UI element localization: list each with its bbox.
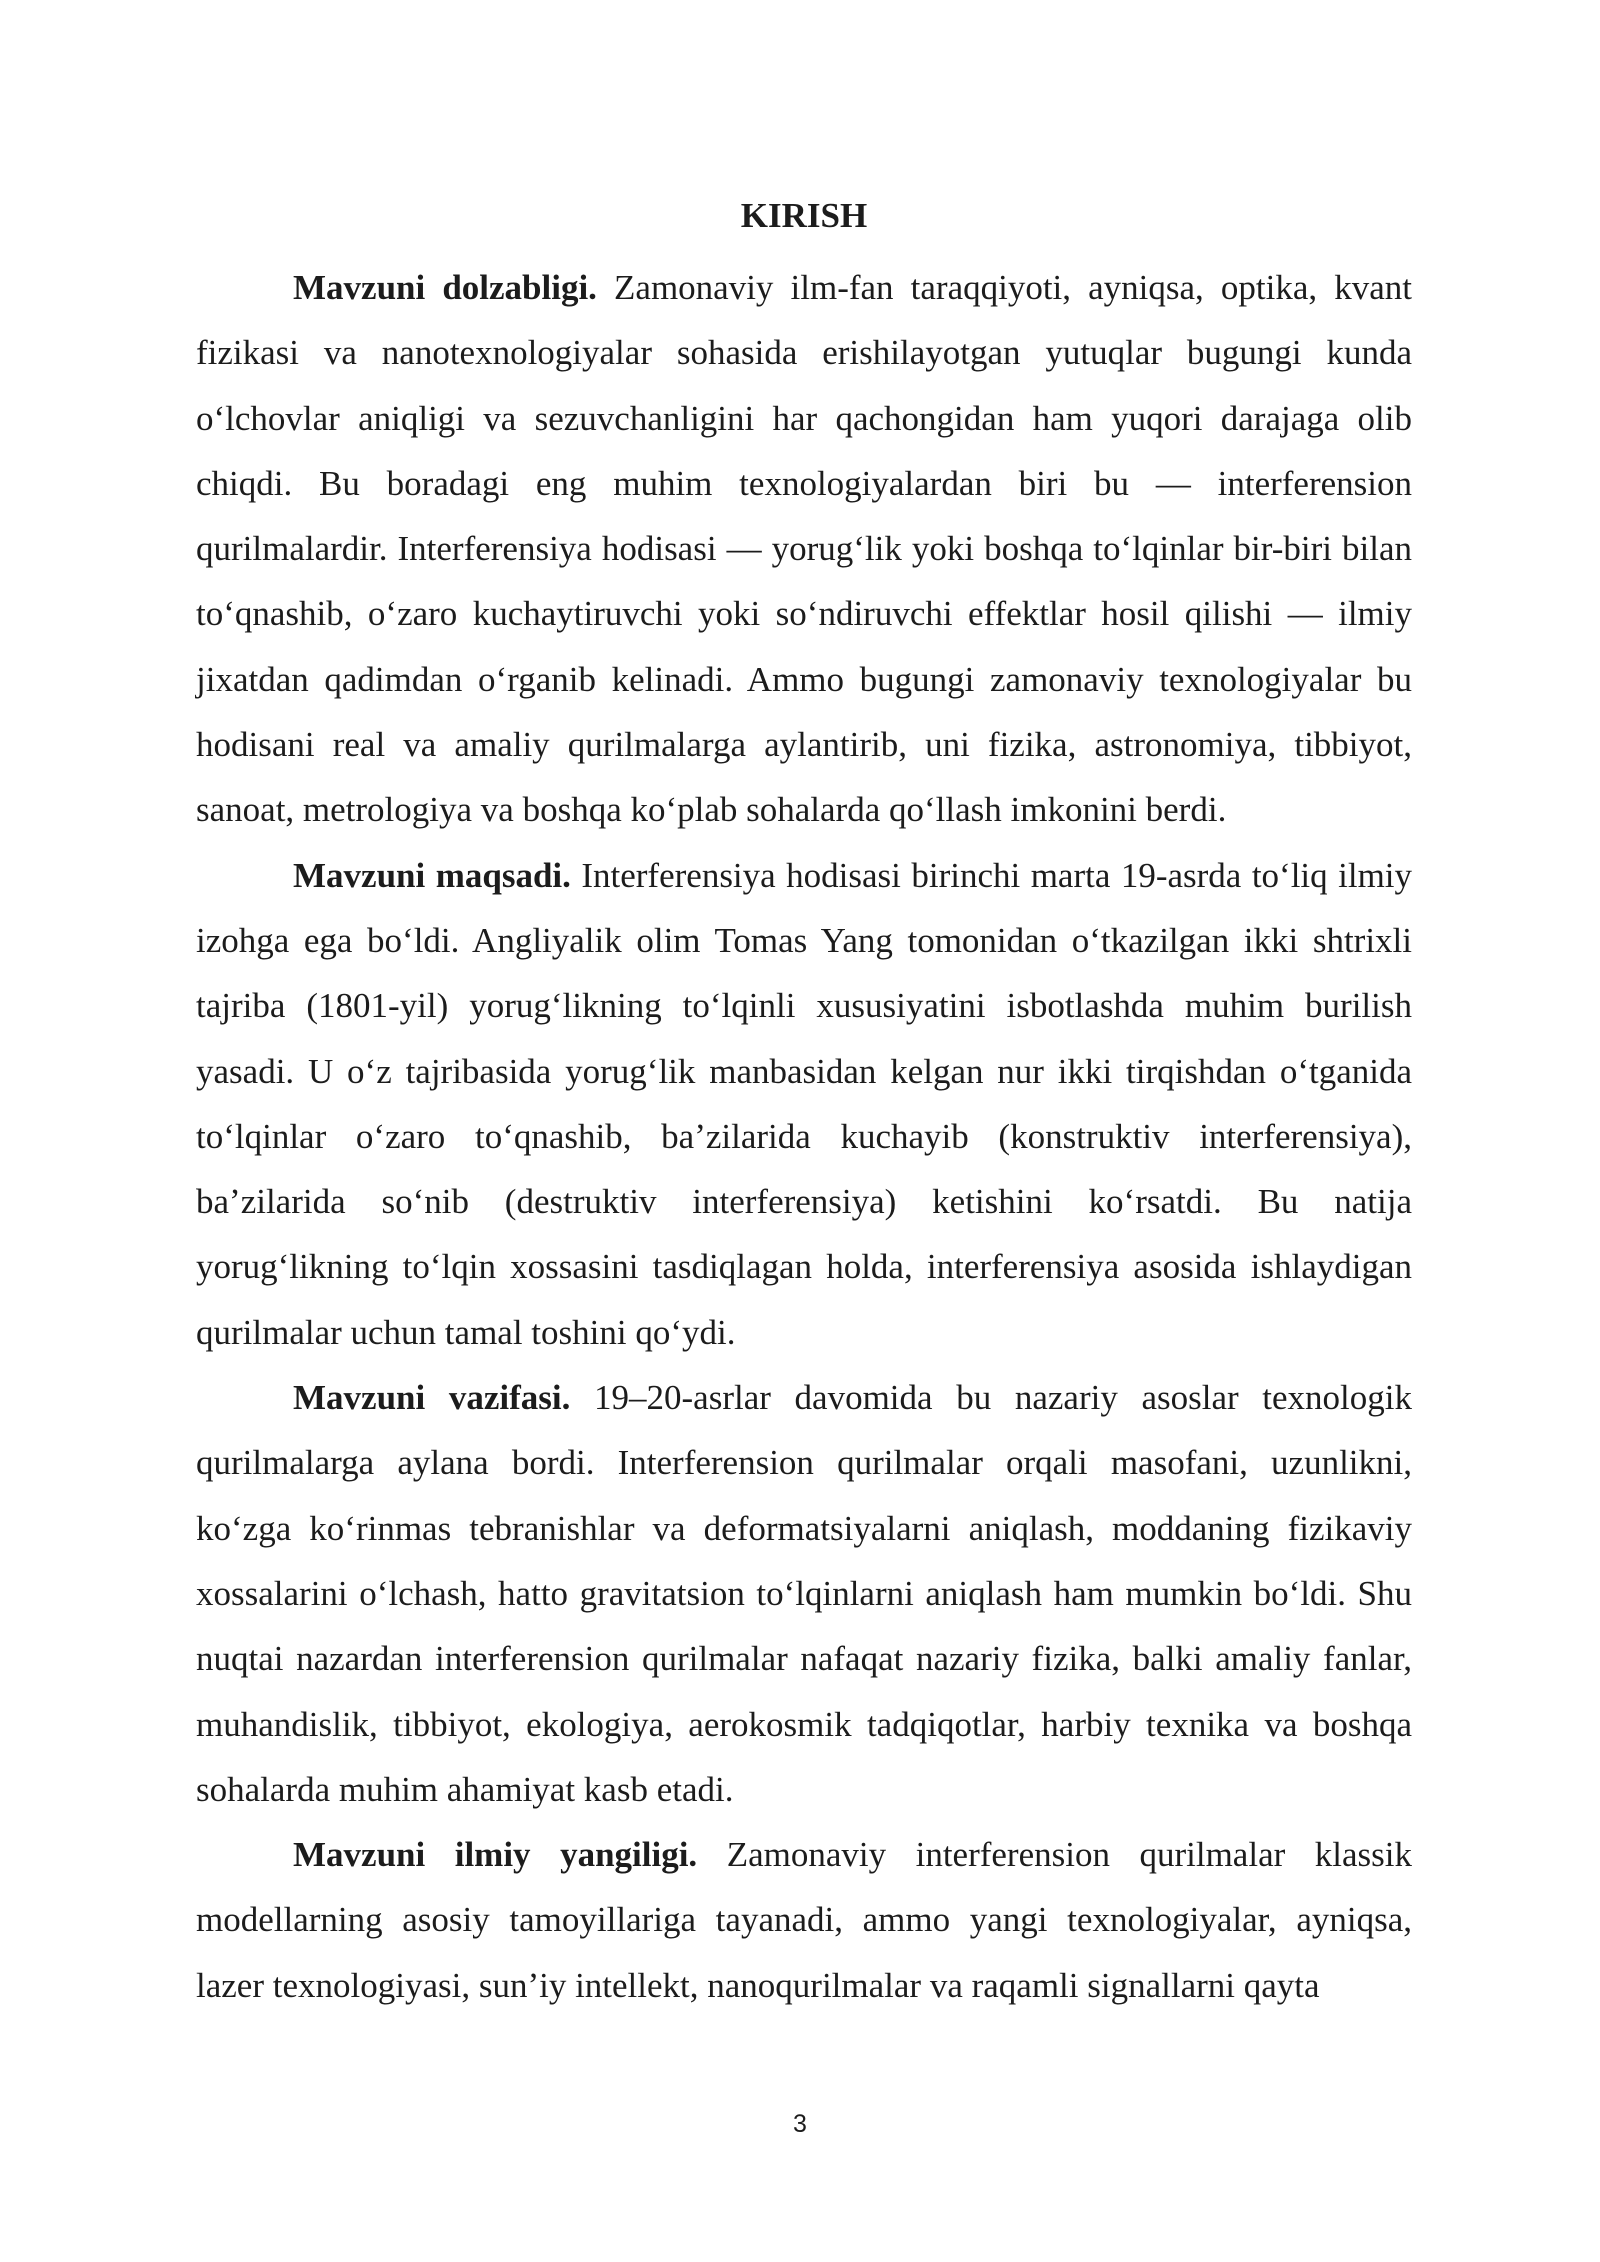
paragraph-task bbox=[196, 1365, 1412, 1822]
paragraph-text: Interferensiya hodisasi birinchi marta 19-asrda toʻliq ilmiy izohga ega boʻldi. Angliyalik olim Tomas Yang tomonidan oʻtkazilgan ikki shtrixli tajriba (1801-yil) yorugʻlikning toʻlqinli xususiyatini isbotlashda muhim burilish yasadi. U oʻz tajribasida yorugʻlik manbasidan kelgan nur ikki tirqishdan oʻtganida toʻlqinlar oʻzaro toʻqnashib, baʼzilarida kuchayib (konstruktiv interferensiya), baʼzilarida soʻnib (destruktiv interferensiya) ketishini koʻrsatdi. Bu natija yorugʻlikning toʻlqin xossasini tasdiqlagan holda, interferensiya asosida ishlaydigan qurilmalar uchun tamal toshini qoʻydi. bbox=[196, 855, 1413, 1352]
paragraph-text: Zamonaviy ilm-fan taraqqiyoti, ayniqsa, optika, kvant fizikasi va nanotexnologiyalar sohasida erishilayotgan yutuqlar bugungi kunda oʻlchovlar aniqligi va sezuvchanligini har qachongidan ham yuqori darajaga olib chiqdi. Bu boradagi eng muhim texnologiyalardan biri bu — interferension qurilmalardir. Interferensiya hodisasi — yorugʻlik yoki boshqa toʻlqinlar bir-biri bilan toʻqnashib, oʻzaro kuchaytiruvchi yoki soʻndiruvchi effektlar hosil qilishi — ilmiy jixatdan qadimdan oʻrganib kelinadi. Ammo bugungi zamonaviy texnologiyalar bu hodisani real va amaliy qurilmalarga aylantirib, uni fizika, astronomiya, tibbiyot, sanoat, metrologiya va boshqa koʻplab sohalarda qoʻllash imkonini berdi. bbox=[196, 268, 1412, 830]
paragraph-lead: Mavzuni maqsadi. bbox=[293, 855, 571, 895]
paragraph-lead: Mavzuni dolzabligi. bbox=[293, 268, 597, 307]
paragraph-text: 19–20-asrlar davomida bu nazariy asoslar texnologik qurilmalarga aylana bordi. Interferension qurilmalar orqali masofani, uzunlikni, koʻzga koʻrinmas tebranishlar va deformatsiyalarni aniqlash, moddaning fizikaviy xossalarini oʻlchash, hatto gravitatsion toʻlqinlarni aniqlash ham mumkin boʻldi. Shu nuqtai nazardan interferension qurilmalar nafaqat nazariy fizika, balki amaliy fanlar, muhandislik, tibbiyot, ekologiya, aerokosmik tadqiqotlar, harbiy texnika va boshqa sohalarda muhim ahamiyat kasb etadi. bbox=[196, 1378, 1412, 1809]
paragraph-goal bbox=[196, 843, 1412, 1365]
paragraph-lead: Mavzuni ilmiy yangiligi. bbox=[293, 1835, 698, 1875]
paragraph-text: Zamonaviy interferension qurilmalar klassik modellarning asosiy tamoyillariga tayanadi, ammo yangi texnologiyalar, ayniqsa, lazer texnologiyasi, sunʼiy intellekt, nanoqurilmalar va raqamli signallarni qayta bbox=[196, 1835, 1412, 2005]
paragraph-novelty bbox=[196, 1822, 1412, 2018]
paragraph-relevance bbox=[196, 255, 1412, 843]
document-page bbox=[196, 190, 1412, 2018]
page-number: 3 bbox=[793, 2110, 807, 2138]
section-heading: KIRISH bbox=[740, 196, 868, 235]
paragraph-lead: Mavzuni vazifasi. bbox=[293, 1378, 571, 1418]
